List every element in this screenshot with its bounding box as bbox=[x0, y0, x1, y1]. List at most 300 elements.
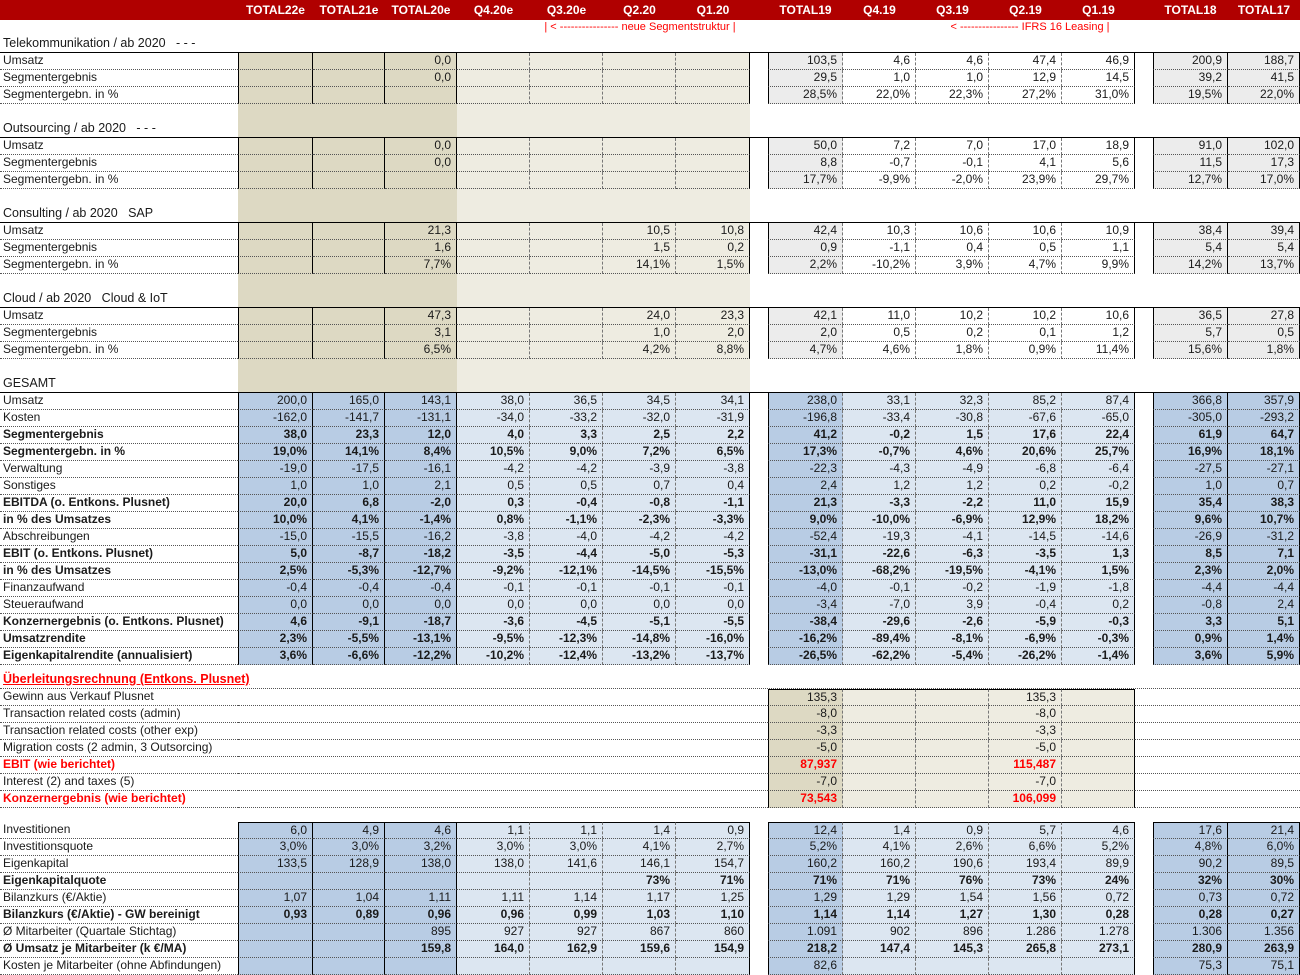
cell[interactable] bbox=[385, 958, 457, 975]
cell[interactable] bbox=[238, 53, 313, 70]
row-label[interactable]: Interest (2) and taxes (5) bbox=[0, 774, 238, 791]
cell[interactable]: 10,5 bbox=[603, 223, 676, 240]
cell[interactable] bbox=[457, 240, 530, 257]
cell[interactable]: 76% bbox=[916, 873, 989, 890]
cell[interactable]: 91,0 bbox=[1153, 138, 1228, 155]
cell[interactable]: 82,6 bbox=[768, 958, 843, 975]
cell[interactable]: 1,14 bbox=[768, 907, 843, 924]
cell[interactable]: 162,9 bbox=[530, 941, 603, 958]
cell[interactable]: -7,0 bbox=[843, 597, 916, 614]
cell[interactable]: 138,0 bbox=[457, 856, 530, 873]
cell[interactable]: -68,2% bbox=[843, 563, 916, 580]
cell[interactable]: 73% bbox=[989, 873, 1062, 890]
cell[interactable]: 238,0 bbox=[768, 393, 843, 410]
cell[interactable]: -4,3 bbox=[843, 461, 916, 478]
cell[interactable] bbox=[313, 172, 385, 189]
cell[interactable]: 4,7% bbox=[768, 342, 843, 359]
cell[interactable]: -2,0% bbox=[916, 172, 989, 189]
cell[interactable]: 6,6% bbox=[989, 839, 1062, 856]
cell[interactable]: 23,9% bbox=[989, 172, 1062, 189]
row-label[interactable]: Segmentergebn. in % bbox=[0, 257, 238, 274]
cell[interactable]: 3,0% bbox=[238, 839, 313, 856]
cell[interactable]: -4,4 bbox=[1228, 580, 1300, 597]
cell[interactable]: 8,8 bbox=[768, 155, 843, 172]
cell[interactable]: -26,2% bbox=[989, 648, 1062, 665]
row-label[interactable]: Steueraufwand bbox=[0, 597, 238, 614]
cell[interactable]: 0,3 bbox=[457, 495, 530, 512]
cell[interactable]: -10,2% bbox=[457, 648, 530, 665]
cell[interactable]: -17,5 bbox=[313, 461, 385, 478]
cell[interactable]: 115,487 bbox=[989, 757, 1062, 774]
cell[interactable]: -0,4 bbox=[530, 495, 603, 512]
cell[interactable]: 7,7% bbox=[385, 257, 457, 274]
cell[interactable]: 1,6 bbox=[385, 240, 457, 257]
cell[interactable]: 5,2% bbox=[1062, 839, 1135, 856]
cell[interactable]: -27,5 bbox=[1153, 461, 1228, 478]
cell[interactable] bbox=[238, 223, 313, 240]
cell[interactable] bbox=[1062, 958, 1135, 975]
cell[interactable]: 1,11 bbox=[385, 890, 457, 907]
row-label[interactable]: Bilanzkurs (€/Aktie) bbox=[0, 890, 238, 907]
cell[interactable]: 867 bbox=[603, 924, 676, 941]
cell[interactable]: 0,99 bbox=[530, 907, 603, 924]
cell[interactable]: 89,9 bbox=[1062, 856, 1135, 873]
cell[interactable]: -6,8 bbox=[989, 461, 1062, 478]
cell[interactable]: 5,4 bbox=[1153, 240, 1228, 257]
cell[interactable]: 0,0 bbox=[313, 597, 385, 614]
cell[interactable]: 87,4 bbox=[1062, 393, 1135, 410]
cell[interactable]: -3,8 bbox=[676, 461, 750, 478]
cell[interactable]: -32,0 bbox=[603, 410, 676, 427]
cell[interactable]: 5,1 bbox=[1228, 614, 1300, 631]
cell[interactable] bbox=[457, 873, 530, 890]
cell[interactable]: 18,2% bbox=[1062, 512, 1135, 529]
cell[interactable]: 1,0 bbox=[238, 478, 313, 495]
cell[interactable]: 2,6% bbox=[916, 839, 989, 856]
col-header-Q3.20e[interactable]: Q3.20e bbox=[546, 3, 587, 17]
cell[interactable]: 32,3 bbox=[916, 393, 989, 410]
cell[interactable]: -22,3 bbox=[768, 461, 843, 478]
cell[interactable]: 34,5 bbox=[603, 393, 676, 410]
cell[interactable]: 1.091 bbox=[768, 924, 843, 941]
cell[interactable]: -0,4 bbox=[385, 580, 457, 597]
cell[interactable]: 6,5% bbox=[385, 342, 457, 359]
cell[interactable]: 1,56 bbox=[989, 890, 1062, 907]
cell[interactable]: 366,8 bbox=[1153, 393, 1228, 410]
cell[interactable]: 4,6 bbox=[1062, 822, 1135, 839]
cell[interactable]: 1,2 bbox=[1062, 325, 1135, 342]
cell[interactable]: -12,3% bbox=[530, 631, 603, 648]
cell[interactable] bbox=[457, 155, 530, 172]
cell[interactable]: -8,0 bbox=[989, 706, 1062, 723]
row-label[interactable]: Konzernergebnis (o. Entkons. Plusnet) bbox=[0, 614, 238, 631]
cell[interactable] bbox=[916, 774, 989, 791]
cell[interactable]: 927 bbox=[530, 924, 603, 941]
cell[interactable]: 10,9 bbox=[1062, 223, 1135, 240]
cell[interactable]: 27,2% bbox=[989, 87, 1062, 104]
cell[interactable]: 38,3 bbox=[1228, 495, 1300, 512]
cell[interactable] bbox=[603, 155, 676, 172]
cell[interactable]: 10,0% bbox=[238, 512, 313, 529]
cell[interactable]: 0,2 bbox=[1062, 597, 1135, 614]
cell[interactable]: 1.278 bbox=[1062, 924, 1135, 941]
cell[interactable]: 39,2 bbox=[1153, 70, 1228, 87]
cell[interactable]: 28,5% bbox=[768, 87, 843, 104]
cell[interactable]: 17,0 bbox=[989, 138, 1062, 155]
cell[interactable] bbox=[530, 325, 603, 342]
cell[interactable]: 3,0% bbox=[530, 839, 603, 856]
row-label[interactable]: Segmentergebn. in % bbox=[0, 444, 238, 461]
cell[interactable]: 0,93 bbox=[238, 907, 313, 924]
row-label[interactable]: Finanzaufwand bbox=[0, 580, 238, 597]
cell[interactable]: 5,7 bbox=[1153, 325, 1228, 342]
section-title-consulting[interactable] bbox=[0, 206, 1300, 223]
cell[interactable]: 1,14 bbox=[843, 907, 916, 924]
cell[interactable]: 154,9 bbox=[676, 941, 750, 958]
cell[interactable]: 18,1% bbox=[1228, 444, 1300, 461]
cell[interactable]: 1,07 bbox=[238, 890, 313, 907]
cell[interactable]: 0,0 bbox=[238, 597, 313, 614]
cell[interactable]: -4,4 bbox=[530, 546, 603, 563]
cell[interactable] bbox=[916, 706, 989, 723]
cell[interactable]: 46,9 bbox=[1062, 53, 1135, 70]
cell[interactable]: -0,2 bbox=[843, 427, 916, 444]
cell[interactable]: -19,3 bbox=[843, 529, 916, 546]
row-label[interactable]: in % des Umsatzes bbox=[0, 512, 238, 529]
cell[interactable]: -1,8 bbox=[1062, 580, 1135, 597]
cell[interactable]: 4,9 bbox=[313, 822, 385, 839]
cell[interactable] bbox=[238, 172, 313, 189]
cell[interactable]: 42,1 bbox=[768, 308, 843, 325]
col-header-TOTAL20e[interactable]: TOTAL20e bbox=[391, 3, 451, 17]
cell[interactable]: -6,6% bbox=[313, 648, 385, 665]
cell[interactable]: 154,7 bbox=[676, 856, 750, 873]
cell[interactable]: -1,1 bbox=[676, 495, 750, 512]
cell[interactable]: 14,1% bbox=[313, 444, 385, 461]
cell[interactable]: 1,54 bbox=[916, 890, 989, 907]
cell[interactable]: 6,5% bbox=[676, 444, 750, 461]
cell[interactable]: -16,2% bbox=[768, 631, 843, 648]
cell[interactable]: 0,8% bbox=[457, 512, 530, 529]
cell[interactable]: -67,6 bbox=[989, 410, 1062, 427]
cell[interactable] bbox=[385, 87, 457, 104]
cell[interactable]: 61,9 bbox=[1153, 427, 1228, 444]
row-label[interactable]: Umsatz bbox=[0, 138, 238, 155]
row-label[interactable]: Umsatz bbox=[0, 53, 238, 70]
cell[interactable] bbox=[313, 223, 385, 240]
cell[interactable]: -13,2% bbox=[603, 648, 676, 665]
cell[interactable] bbox=[238, 958, 313, 975]
cell[interactable]: 11,0 bbox=[989, 495, 1062, 512]
cell[interactable]: -0,3 bbox=[1062, 614, 1135, 631]
cell[interactable]: -15,5 bbox=[313, 529, 385, 546]
cell[interactable]: 4,6 bbox=[238, 614, 313, 631]
cell[interactable]: 902 bbox=[843, 924, 916, 941]
cell[interactable]: 10,3 bbox=[843, 223, 916, 240]
cell[interactable]: 36,5 bbox=[530, 393, 603, 410]
col-header-Q2.19[interactable]: Q2.19 bbox=[1009, 3, 1042, 17]
col-header-Q4.19[interactable]: Q4.19 bbox=[863, 3, 896, 17]
cell[interactable] bbox=[1062, 791, 1135, 808]
cell[interactable]: 2,5% bbox=[238, 563, 313, 580]
cell[interactable]: 1,2 bbox=[916, 478, 989, 495]
cell[interactable]: 20,6% bbox=[989, 444, 1062, 461]
cell[interactable]: -13,1% bbox=[385, 631, 457, 648]
cell[interactable]: -0,1 bbox=[843, 580, 916, 597]
col-header-Q4.20e[interactable]: Q4.20e bbox=[473, 3, 514, 17]
cell[interactable]: -30,8 bbox=[916, 410, 989, 427]
row-label[interactable]: Umsatzrendite bbox=[0, 631, 238, 648]
cell[interactable]: 0,5 bbox=[843, 325, 916, 342]
cell[interactable] bbox=[989, 958, 1062, 975]
cell[interactable]: 71% bbox=[768, 873, 843, 890]
cell[interactable] bbox=[457, 958, 530, 975]
cell[interactable]: -5,4% bbox=[916, 648, 989, 665]
cell[interactable]: 47,4 bbox=[989, 53, 1062, 70]
cell[interactable]: -0,4 bbox=[989, 597, 1062, 614]
cell[interactable]: 38,0 bbox=[457, 393, 530, 410]
cell[interactable]: 22,3% bbox=[916, 87, 989, 104]
cell[interactable]: 29,5 bbox=[768, 70, 843, 87]
cell[interactable] bbox=[603, 70, 676, 87]
cell[interactable]: -3,6 bbox=[457, 614, 530, 631]
cell[interactable]: -31,9 bbox=[676, 410, 750, 427]
cell[interactable]: -2,3% bbox=[603, 512, 676, 529]
cell[interactable]: 21,4 bbox=[1228, 822, 1300, 839]
cell[interactable]: 9,0% bbox=[768, 512, 843, 529]
cell[interactable] bbox=[530, 155, 603, 172]
cell[interactable] bbox=[843, 791, 916, 808]
cell[interactable]: 0,5 bbox=[457, 478, 530, 495]
cell[interactable]: -3,5 bbox=[989, 546, 1062, 563]
row-label[interactable]: Umsatz bbox=[0, 393, 238, 410]
cell[interactable]: 200,9 bbox=[1153, 53, 1228, 70]
cell[interactable]: 2,3% bbox=[1153, 563, 1228, 580]
cell[interactable]: 4,1 bbox=[989, 155, 1062, 172]
cell[interactable]: -0,1 bbox=[676, 580, 750, 597]
cell[interactable]: -19,5% bbox=[916, 563, 989, 580]
cell[interactable]: -8,0 bbox=[768, 706, 843, 723]
cell[interactable]: 13,7% bbox=[1228, 257, 1300, 274]
cell[interactable]: 106,099 bbox=[989, 791, 1062, 808]
cell[interactable]: 5,2% bbox=[768, 839, 843, 856]
cell[interactable] bbox=[457, 223, 530, 240]
row-label[interactable]: Investitionsquote bbox=[0, 839, 238, 856]
cell[interactable]: 4,6 bbox=[843, 53, 916, 70]
cell[interactable]: -5,5% bbox=[313, 631, 385, 648]
cell[interactable]: -4,0 bbox=[530, 529, 603, 546]
cell[interactable]: -89,4% bbox=[843, 631, 916, 648]
cell[interactable]: 0,0 bbox=[385, 70, 457, 87]
cell[interactable]: 73,543 bbox=[768, 791, 843, 808]
cell[interactable]: -12,1% bbox=[530, 563, 603, 580]
cell[interactable]: 0,96 bbox=[457, 907, 530, 924]
cell[interactable] bbox=[313, 325, 385, 342]
cell[interactable]: 32% bbox=[1153, 873, 1228, 890]
cell[interactable]: -3,9 bbox=[603, 461, 676, 478]
cell[interactable]: 19,5% bbox=[1153, 87, 1228, 104]
cell[interactable]: -0,2 bbox=[916, 580, 989, 597]
row-label[interactable]: Segmentergebnis bbox=[0, 70, 238, 87]
cell[interactable]: 273,1 bbox=[1062, 941, 1135, 958]
cell[interactable]: 4,2% bbox=[603, 342, 676, 359]
cell[interactable] bbox=[385, 873, 457, 890]
cell[interactable]: 71% bbox=[843, 873, 916, 890]
cell[interactable]: 0,72 bbox=[1062, 890, 1135, 907]
cell[interactable]: 34,1 bbox=[676, 393, 750, 410]
cell[interactable]: 24,0 bbox=[603, 308, 676, 325]
cell[interactable]: -4,9 bbox=[916, 461, 989, 478]
cell[interactable]: -9,9% bbox=[843, 172, 916, 189]
row-label[interactable]: Konzernergebnis (wie berichtet) bbox=[0, 791, 238, 808]
cell[interactable]: 23,3 bbox=[676, 308, 750, 325]
cell[interactable]: 42,4 bbox=[768, 223, 843, 240]
row-label[interactable]: Ø Mitarbeiter (Quartale Stichtag) bbox=[0, 924, 238, 941]
cell[interactable]: 20,0 bbox=[238, 495, 313, 512]
cell[interactable] bbox=[313, 873, 385, 890]
row-label[interactable]: Umsatz bbox=[0, 308, 238, 325]
cell[interactable]: 3,6% bbox=[238, 648, 313, 665]
cell[interactable]: 3,1 bbox=[385, 325, 457, 342]
cell[interactable]: 0,2 bbox=[916, 325, 989, 342]
cell[interactable]: -0,1 bbox=[457, 580, 530, 597]
cell[interactable]: -196,8 bbox=[768, 410, 843, 427]
cell[interactable] bbox=[676, 53, 750, 70]
row-label[interactable]: Ø Umsatz je Mitarbeiter (k €/MA) bbox=[0, 941, 238, 958]
cell[interactable]: 3,3 bbox=[1153, 614, 1228, 631]
cell[interactable] bbox=[603, 53, 676, 70]
cell[interactable] bbox=[238, 924, 313, 941]
cell[interactable]: 0,5 bbox=[1228, 325, 1300, 342]
cell[interactable] bbox=[457, 172, 530, 189]
cell[interactable] bbox=[843, 723, 916, 740]
cell[interactable]: 17,7% bbox=[768, 172, 843, 189]
cell[interactable]: -16,2 bbox=[385, 529, 457, 546]
cell[interactable]: 5,0 bbox=[238, 546, 313, 563]
cell[interactable]: -0,3% bbox=[1062, 631, 1135, 648]
cell[interactable]: -7,0 bbox=[989, 774, 1062, 791]
cell[interactable]: -65,0 bbox=[1062, 410, 1135, 427]
col-header-Q1.19[interactable]: Q1.19 bbox=[1082, 3, 1115, 17]
cell[interactable]: 200,0 bbox=[238, 393, 313, 410]
cell[interactable]: 1,4 bbox=[843, 822, 916, 839]
cell[interactable] bbox=[457, 257, 530, 274]
cell[interactable]: 896 bbox=[916, 924, 989, 941]
cell[interactable]: 5,7 bbox=[989, 822, 1062, 839]
cell[interactable]: 87,937 bbox=[768, 757, 843, 774]
row-label[interactable]: Eigenkapital bbox=[0, 856, 238, 873]
cell[interactable]: 0,2 bbox=[676, 240, 750, 257]
cell[interactable]: 160,2 bbox=[768, 856, 843, 873]
cell[interactable]: -26,5% bbox=[768, 648, 843, 665]
cell[interactable]: 75,3 bbox=[1153, 958, 1228, 975]
cell[interactable]: -4,2 bbox=[530, 461, 603, 478]
cell[interactable] bbox=[313, 941, 385, 958]
cell[interactable]: 27,8 bbox=[1228, 308, 1300, 325]
cell[interactable]: 1,29 bbox=[768, 890, 843, 907]
cell[interactable]: 1,4 bbox=[603, 822, 676, 839]
cell[interactable]: 0,4 bbox=[916, 240, 989, 257]
cell[interactable]: -9,2% bbox=[457, 563, 530, 580]
cell[interactable]: -2,2 bbox=[916, 495, 989, 512]
row-label[interactable]: Kosten je Mitarbeiter (ohne Abfindungen) bbox=[0, 958, 238, 975]
cell[interactable]: 18,9 bbox=[1062, 138, 1135, 155]
cell[interactable]: -6,9% bbox=[989, 631, 1062, 648]
cell[interactable]: 143,1 bbox=[385, 393, 457, 410]
col-header-TOTAL18[interactable]: TOTAL18 bbox=[1164, 3, 1217, 17]
cell[interactable] bbox=[1062, 723, 1135, 740]
cell[interactable] bbox=[916, 740, 989, 757]
cell[interactable]: 35,4 bbox=[1153, 495, 1228, 512]
cell[interactable]: 4,0 bbox=[457, 427, 530, 444]
section-title-outsourcing[interactable] bbox=[0, 121, 1300, 138]
cell[interactable]: 160,2 bbox=[843, 856, 916, 873]
cell[interactable]: 2,0% bbox=[1228, 563, 1300, 580]
cell[interactable]: 0,73 bbox=[1153, 890, 1228, 907]
cell[interactable]: 135,3 bbox=[989, 689, 1062, 706]
cell[interactable]: -162,0 bbox=[238, 410, 313, 427]
cell[interactable]: 2,7% bbox=[676, 839, 750, 856]
cell[interactable]: 1,3 bbox=[1062, 546, 1135, 563]
cell[interactable] bbox=[603, 958, 676, 975]
cell[interactable] bbox=[676, 138, 750, 155]
cell[interactable]: 0,0 bbox=[385, 138, 457, 155]
cell[interactable]: 280,9 bbox=[1153, 941, 1228, 958]
cell[interactable]: -22,6 bbox=[843, 546, 916, 563]
cell[interactable]: 12,9% bbox=[989, 512, 1062, 529]
cell[interactable] bbox=[457, 325, 530, 342]
cell[interactable]: 1,5% bbox=[676, 257, 750, 274]
row-label[interactable]: in % des Umsatzes bbox=[0, 563, 238, 580]
cell[interactable]: 1,04 bbox=[313, 890, 385, 907]
cell[interactable]: 128,9 bbox=[313, 856, 385, 873]
cell[interactable] bbox=[530, 87, 603, 104]
cell[interactable]: 141,6 bbox=[530, 856, 603, 873]
row-label[interactable]: Segmentergebnis bbox=[0, 240, 238, 257]
col-header-TOTAL17[interactable]: TOTAL17 bbox=[1237, 3, 1291, 17]
cell[interactable]: 0,9 bbox=[676, 822, 750, 839]
cell[interactable]: 10,8 bbox=[676, 223, 750, 240]
cell[interactable]: 12,0 bbox=[385, 427, 457, 444]
cell[interactable]: 3,9% bbox=[916, 257, 989, 274]
cell[interactable] bbox=[238, 155, 313, 172]
cell[interactable]: -12,2% bbox=[385, 648, 457, 665]
row-label[interactable]: EBIT (wie berichtet) bbox=[0, 757, 238, 774]
cell[interactable]: 0,0 bbox=[676, 597, 750, 614]
cell[interactable]: 0,5 bbox=[530, 478, 603, 495]
col-header-TOTAL22e[interactable]: TOTAL22e bbox=[246, 3, 305, 17]
cell[interactable]: 17,3 bbox=[1228, 155, 1300, 172]
cell[interactable]: 47,3 bbox=[385, 308, 457, 325]
cell[interactable]: 14,5 bbox=[1062, 70, 1135, 87]
cell[interactable]: 0,0 bbox=[457, 597, 530, 614]
cell[interactable]: 1,17 bbox=[603, 890, 676, 907]
cell[interactable] bbox=[1062, 757, 1135, 774]
cell[interactable] bbox=[530, 138, 603, 155]
cell[interactable]: 145,3 bbox=[916, 941, 989, 958]
cell[interactable]: -131,1 bbox=[385, 410, 457, 427]
cell[interactable] bbox=[457, 342, 530, 359]
cell[interactable]: -3,3 bbox=[768, 723, 843, 740]
cell[interactable]: 4,6% bbox=[843, 342, 916, 359]
cell[interactable] bbox=[676, 172, 750, 189]
cell[interactable]: 6,8 bbox=[313, 495, 385, 512]
section-title-gesamt[interactable] bbox=[0, 376, 1300, 393]
cell[interactable]: -5,5 bbox=[676, 614, 750, 631]
cell[interactable]: 1,8% bbox=[916, 342, 989, 359]
cell[interactable]: -3,5 bbox=[457, 546, 530, 563]
cell[interactable]: 1,29 bbox=[843, 890, 916, 907]
